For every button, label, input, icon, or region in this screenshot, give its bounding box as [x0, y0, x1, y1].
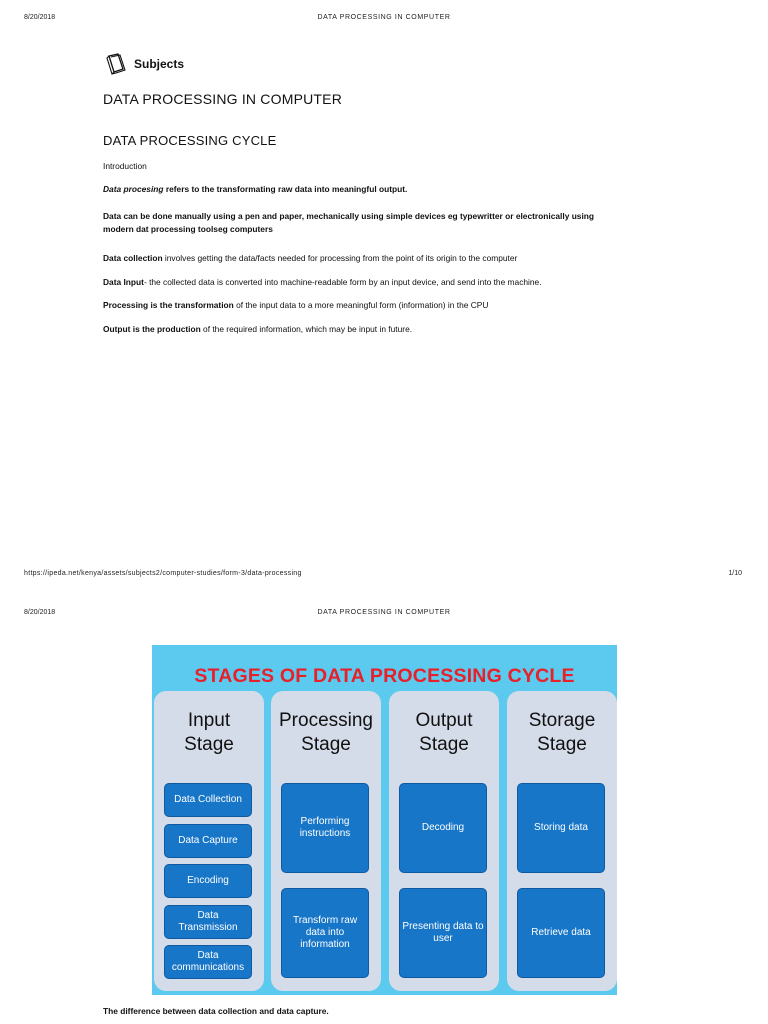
- box-transform-raw-data: Transform raw data into information: [281, 888, 369, 978]
- box-performing-instructions: Performing instructions: [281, 783, 369, 873]
- input-stage-column: [154, 691, 264, 991]
- books-icon: [104, 52, 128, 76]
- paragraph-output: [103, 323, 683, 336]
- stages-diagram: [152, 645, 617, 995]
- storage-stage-column: [507, 691, 617, 991]
- processing-stage-column: [271, 691, 381, 991]
- data-input-text: - the collected data is converted into machine-readable form by an input device, and send into the machine.: [143, 277, 542, 287]
- box-storing-data: Storing data: [517, 783, 605, 873]
- output-stage-title: Output Stage: [415, 710, 473, 755]
- section-title: DATA PROCESSING CYCLE: [103, 133, 277, 148]
- term-data-input: Data Input: [103, 277, 144, 287]
- page-title: DATA PROCESSING IN COMPUTER: [103, 91, 343, 107]
- term-output: Output is the production: [103, 324, 201, 334]
- paragraph-methods: [103, 210, 683, 236]
- header-title: DATA PROCESSING IN COMPUTER: [317, 609, 451, 616]
- box-data-collection: Data Collection: [164, 783, 252, 817]
- box-data-capture: Data Capture: [164, 824, 252, 858]
- subjects-label: Subjects: [134, 57, 185, 71]
- processing-stage-title: Processing Stage: [279, 710, 373, 755]
- intro-text: Introduction: [103, 161, 147, 171]
- term-data-collection: Data collection: [103, 253, 163, 263]
- box-encoding: Encoding: [164, 864, 252, 898]
- term-processing: Processing is the transformation: [103, 300, 234, 310]
- output-text: of the required information, which may be input in future.: [200, 324, 413, 334]
- box-data-communications: Data communications: [164, 945, 252, 979]
- header-title: DATA PROCESSING IN COMPUTER: [317, 14, 451, 21]
- definition-text: refers to the transformating raw data into meaningful output.: [163, 184, 408, 194]
- output-stage-column: [389, 691, 499, 991]
- paragraph-processing: [103, 299, 683, 312]
- box-retrieve-data: Retrieve data: [517, 888, 605, 978]
- methods-line-1: Data can be done manually using a pen and paper, mechanically using simple devices eg typewritter or electronically using: [103, 211, 595, 221]
- box-decoding: Decoding: [399, 783, 487, 873]
- processing-text: of the input data to a more meaningful form (information) in the CPU: [233, 300, 489, 310]
- paragraph-data-collection: [103, 252, 683, 265]
- paragraph-data-input: [103, 276, 683, 289]
- header-date: 8/20/2018: [24, 609, 56, 616]
- data-collection-text: involves getting the data/facts needed for processing from the point of its origin to the computer: [162, 253, 518, 263]
- footer-page-number: 1/10: [728, 570, 742, 577]
- paragraph-definition: [103, 183, 683, 196]
- input-stage-title: Input Stage: [184, 710, 234, 755]
- subjects-link[interactable]: [104, 52, 184, 76]
- figure-caption: The difference between data collection and data capture.: [103, 1006, 329, 1016]
- storage-stage-title: Storage Stage: [528, 710, 596, 755]
- header-date: 8/20/2018: [24, 14, 56, 21]
- box-data-transmission: Data Transmission: [164, 905, 252, 939]
- diagram-title: STAGES OF DATA PROCESSING CYCLE: [194, 665, 575, 687]
- term-data-processing: Data procesing: [103, 184, 164, 194]
- methods-line-2: modern dat processing toolseg computers: [103, 224, 273, 234]
- footer-url[interactable]: https://ipeda.net/kenya/assets/subjects2/computer-studies/form-3/data-processing: [24, 570, 302, 577]
- box-presenting-data: Presenting data to user: [399, 888, 487, 978]
